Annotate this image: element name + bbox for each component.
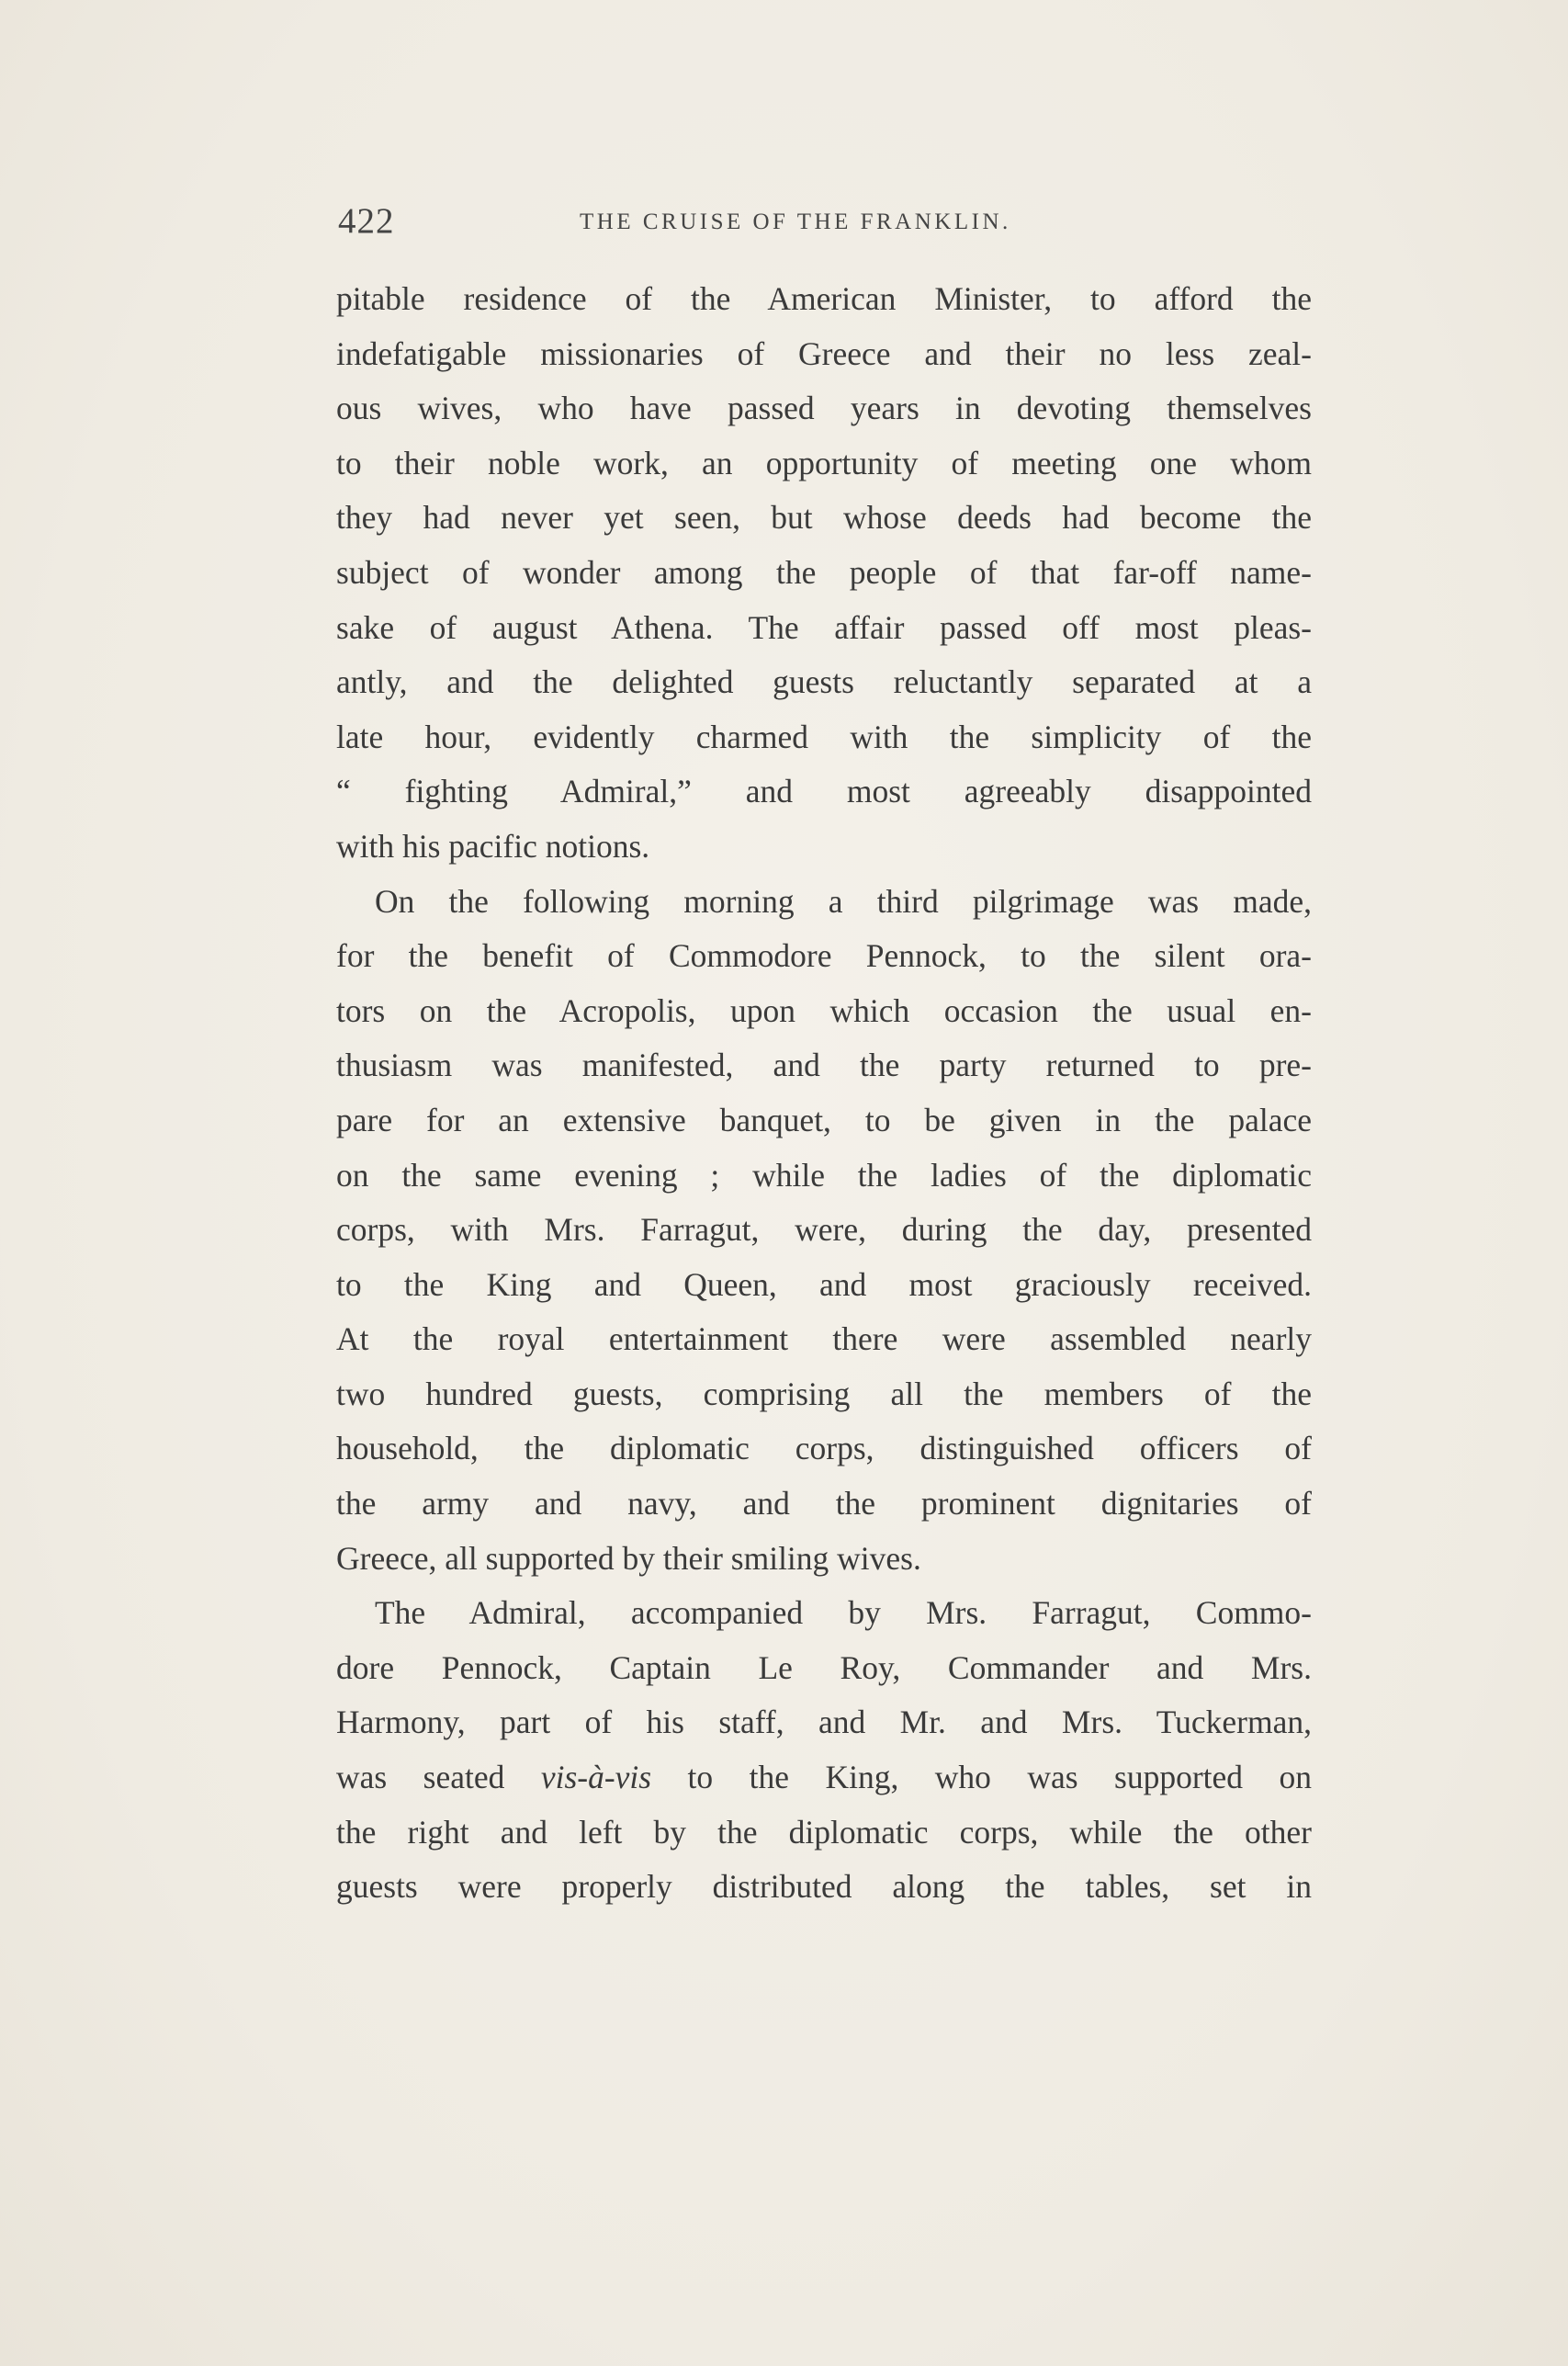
text-line: Harmony, part of his staff, and Mr. and Mrs. Tuckerman, — [336, 1704, 1312, 1741]
text-line: “ fighting Admiral,” and most agreeably disappointed — [336, 773, 1312, 810]
text-line: indefatigable missionaries of Greece and their no less zeal- — [336, 334, 1312, 372]
text-line: on the same evening ; while the ladies of the diplomatic — [336, 1156, 1312, 1194]
text-line: subject of wonder among the people of that far-off name- — [336, 553, 1312, 591]
text-line: pitable residence of the American Minister, to afford the — [336, 280, 1312, 317]
text-line: dore Pennock, Captain Le Roy, Commander and Mrs. — [336, 1648, 1312, 1686]
text-line: tors on the Acropolis, upon which occasion the usual en- — [336, 991, 1312, 1029]
text-line: At the royal entertainment there were assembled nearly — [336, 1320, 1312, 1358]
text-line: to the King and Queen, and most graciously received. — [336, 1265, 1312, 1303]
text-line: On the following morning a third pilgrimage was made, — [375, 882, 1312, 920]
text-line: late hour, evidently charmed with the simplicity of the — [336, 718, 1312, 755]
text-line: ous wives, who have passed years in devoting themselves — [336, 390, 1312, 427]
text-line: to their noble work, an opportunity of meeting one whom — [336, 444, 1312, 481]
text-line: antly, and the delighted guests reluctantly separated at a — [336, 663, 1312, 701]
body-text — [336, 272, 1312, 1915]
text-line: the right and left by the diplomatic corps, while the other — [336, 1813, 1312, 1851]
text-line: sake of august Athena. The affair passed off most pleas- — [336, 608, 1312, 646]
text-line: with his pacific notions. — [336, 827, 650, 865]
text-line: guests were properly distributed along the tables, set in — [336, 1868, 1312, 1906]
running-head — [338, 200, 1257, 246]
text-line: thusiasm was manifested, and the party returned to pre- — [336, 1047, 1312, 1084]
text-line: The Admiral, accompanied by Mrs. Farragut, Commo- — [375, 1594, 1312, 1632]
text-line: household, the diplomatic corps, distinguished officers of — [336, 1430, 1312, 1467]
text-line: was seated vis-à-vis to the King, who was supported on — [336, 1759, 1312, 1796]
text-line: for the benefit of Commodore Pennock, to the silent ora- — [336, 937, 1312, 975]
text-line: they had never yet seen, but whose deeds had become the — [336, 499, 1312, 537]
text-line: corps, with Mrs. Farragut, were, during the day, presented — [336, 1211, 1312, 1249]
text-line: Greece, all supported by their smiling wives. — [336, 1539, 921, 1577]
text-line: the army and navy, and the prominent dignitaries of — [336, 1485, 1312, 1523]
text-line: pare for an extensive banquet, to be given in the palace — [336, 1101, 1312, 1138]
page-number: 422 — [338, 201, 395, 241]
italic-phrase: vis-à-vis — [540, 1759, 652, 1796]
running-title: THE CRUISE OF THE FRANKLIN. — [580, 209, 1011, 234]
text-line: two hundred guests, comprising all the members of the — [336, 1375, 1312, 1412]
